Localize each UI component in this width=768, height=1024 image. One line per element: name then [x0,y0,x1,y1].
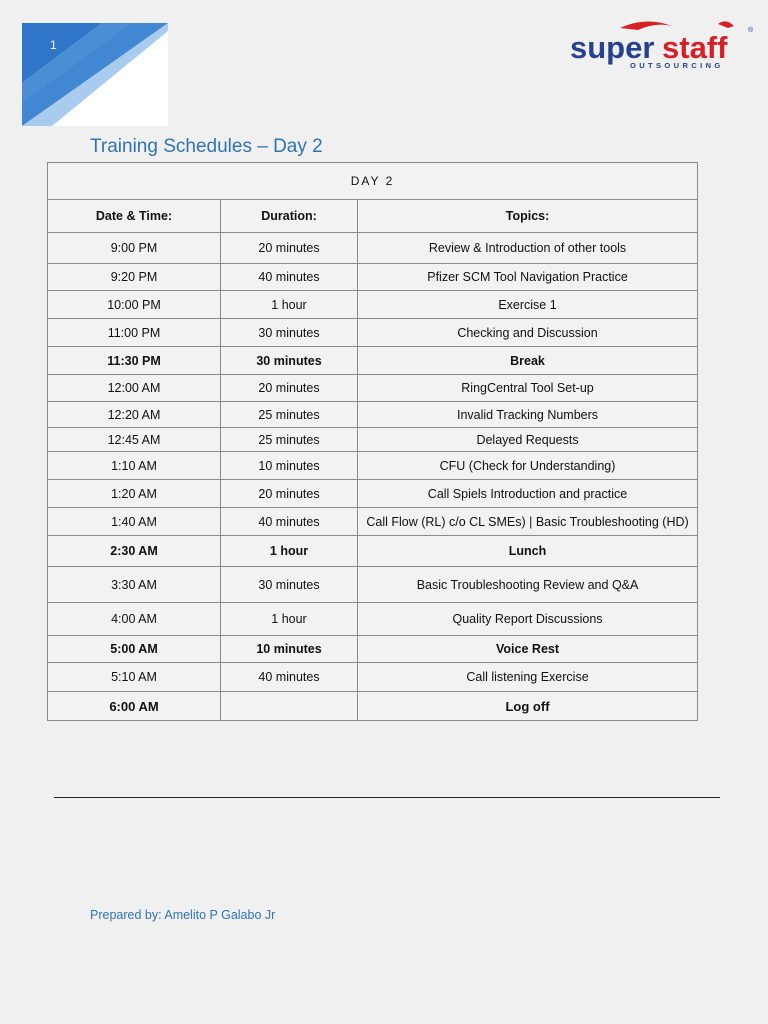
cell-time: 1:40 AM [48,508,221,536]
cell-topic: Basic Troubleshooting Review and Q&A [358,567,698,603]
header-date-time: Date & Time: [48,200,221,233]
cell-duration [221,692,358,721]
day-header-row [48,163,698,200]
cell-topic: Exercise 1 [358,291,698,319]
cell-topic: Delayed Requests [358,428,698,452]
cell-time: 3:30 AM [48,567,221,603]
cell-duration: 10 minutes [221,452,358,480]
schedule-row [48,264,698,291]
cell-time: 10:00 PM [48,291,221,319]
cell-duration: 20 minutes [221,233,358,264]
schedule-row [48,663,698,692]
cell-duration: 25 minutes [221,402,358,428]
schedule-row [48,319,698,347]
svg-text:super: super [570,30,655,65]
schedule-row [48,567,698,603]
schedule-row [48,347,698,375]
svg-text:staff: staff [662,30,728,65]
cell-duration: 1 hour [221,603,358,636]
cell-time: 11:30 PM [48,347,221,375]
column-header-row [48,200,698,233]
cell-duration: 1 hour [221,536,358,567]
schedule-row [48,428,698,452]
cell-time: 9:00 PM [48,233,221,264]
cell-duration: 40 minutes [221,663,358,692]
cell-time: 9:20 PM [48,264,221,291]
cell-duration: 20 minutes [221,480,358,508]
cell-topic: Lunch [358,536,698,567]
cell-topic: Call listening Exercise [358,663,698,692]
page-corner-decoration [22,23,168,126]
cell-time: 1:10 AM [48,452,221,480]
cell-time: 12:45 AM [48,428,221,452]
cell-duration: 10 minutes [221,636,358,663]
cell-topic: Invalid Tracking Numbers [358,402,698,428]
cell-topic: Quality Report Discussions [358,603,698,636]
schedule-row [48,636,698,663]
cell-duration: 1 hour [221,291,358,319]
cell-topic: RingCentral Tool Set-up [358,375,698,402]
cell-time: 2:30 AM [48,536,221,567]
cell-duration: 30 minutes [221,567,358,603]
cell-topic: Call Flow (RL) c/o CL SMEs) | Basic Troubleshooting (HD) [358,508,698,536]
schedule-row [48,508,698,536]
schedule-row [48,233,698,264]
schedule-row [48,480,698,508]
cell-duration: 30 minutes [221,347,358,375]
page-title: Training Schedules – Day 2 [90,136,323,157]
cell-topic: Break [358,347,698,375]
cell-topic: CFU (Check for Understanding) [358,452,698,480]
schedule-row [48,452,698,480]
schedule-row [48,375,698,402]
schedule-row [48,603,698,636]
cell-topic: Log off [358,692,698,721]
cell-duration: 25 minutes [221,428,358,452]
cell-duration: 40 minutes [221,508,358,536]
cell-time: 5:00 AM [48,636,221,663]
cell-topic: Checking and Discussion [358,319,698,347]
cell-time: 12:00 AM [48,375,221,402]
cell-time: 12:20 AM [48,402,221,428]
page-number: 1 [50,38,57,52]
cell-time: 6:00 AM [48,692,221,721]
schedule-table [47,162,698,721]
schedule-row [48,402,698,428]
prepared-by: Prepared by: Amelito P Galabo Jr [90,908,276,922]
cell-time: 11:00 PM [48,319,221,347]
svg-text:®: ® [748,27,754,34]
cell-time: 1:20 AM [48,480,221,508]
cell-time: 4:00 AM [48,603,221,636]
cell-duration: 40 minutes [221,264,358,291]
header-duration: Duration: [221,200,358,233]
cell-duration: 20 minutes [221,375,358,402]
cell-time: 5:10 AM [48,663,221,692]
footer-divider [54,797,720,798]
cell-topic: Call Spiels Introduction and practice [358,480,698,508]
cell-topic: Pfizer SCM Tool Navigation Practice [358,264,698,291]
cell-topic: Review & Introduction of other tools [358,233,698,264]
header-topics: Topics: [358,200,698,233]
cell-topic: Voice Rest [358,636,698,663]
superstaff-logo [568,18,754,70]
svg-text:OUTSOURCING: OUTSOURCING [630,61,724,70]
cell-duration: 30 minutes [221,319,358,347]
schedule-row [48,291,698,319]
schedule-row [48,692,698,721]
schedule-row [48,536,698,567]
day-label: DAY 2 [48,163,698,200]
